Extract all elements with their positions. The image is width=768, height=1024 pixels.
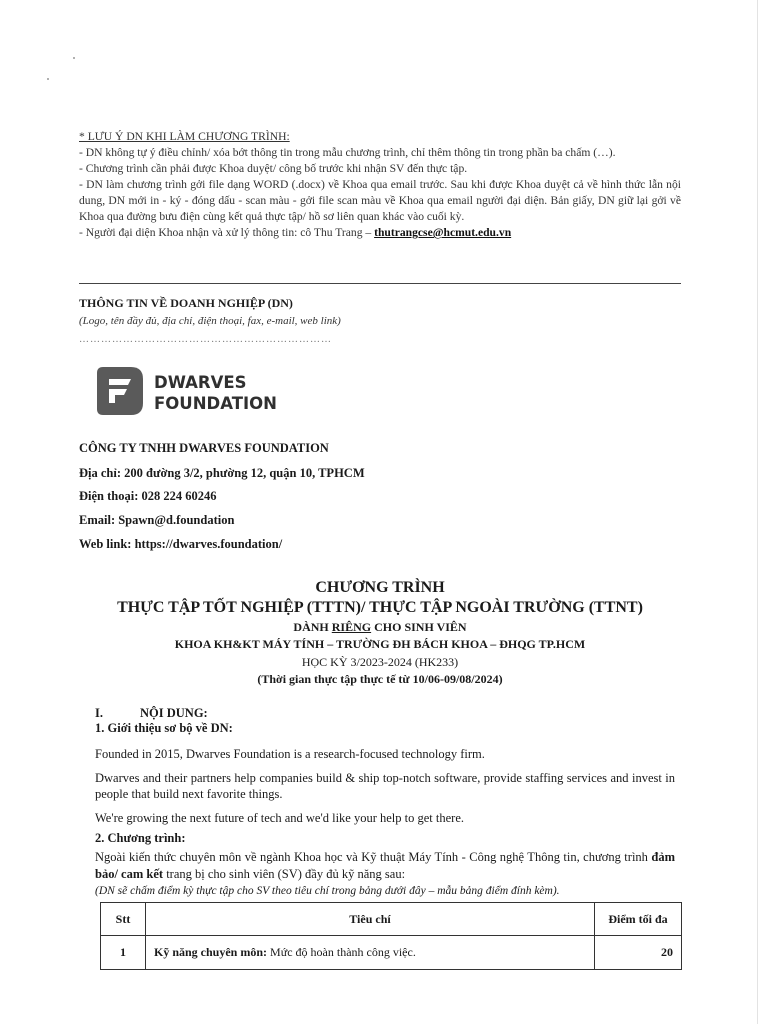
scan-speck <box>47 78 49 80</box>
program-semester: HỌC KỲ 3/2023-2024 (HK233) <box>301 655 459 669</box>
header-max-score: Điểm tối đa <box>595 903 682 936</box>
contact-email-link[interactable]: thutrangcse@hcmut.edu.vn <box>374 226 512 239</box>
table-header-row <box>101 903 682 936</box>
program-note: (DN sẽ chấm điểm kỳ thực tập cho SV theo tiêu chí trong bảng dưới đây – mẫu bảng điểm đính kèm). <box>95 885 560 897</box>
note-item: - DN không tự ý điều chỉnh/ xóa bớt thông tin trong mẫu chương trình, chỉ thêm thông tin trong phần ba chấm (…). <box>79 146 616 159</box>
program-title: CHƯƠNG TRÌNH <box>315 579 445 596</box>
notes-divider <box>79 283 681 284</box>
header-stt: Stt <box>101 903 146 936</box>
table-row <box>101 936 682 970</box>
company-web-link: Web link: https://dwarves.foundation/ <box>79 537 283 551</box>
program-audience <box>79 620 681 635</box>
criterion-text: Mức độ hoàn thành công việc. <box>267 945 416 959</box>
intro-heading-text: 1. Giới thiệu sơ bộ về DN: <box>95 721 233 735</box>
scan-speck <box>73 57 75 59</box>
intro-paragraph: Founded in 2015, Dwarves Foundation is a research-focused technology firm. <box>95 747 485 761</box>
placeholder-dots: …………………………………………………………… <box>79 334 332 345</box>
program-period: (Thời gian thực tập thực tế từ 10/06-09/08/2024) <box>257 672 503 686</box>
row-criterion <box>146 936 595 970</box>
company-logo-wordmark <box>154 372 277 414</box>
intro-heading <box>95 721 233 736</box>
notes-block <box>79 129 681 241</box>
intro-paragraph: Dwarves and their partners help companies build & ship top-notch software, provide staffing services and invest in people that build next favorite things. <box>95 771 675 801</box>
page-edge-line <box>757 0 758 1024</box>
section-number: I. <box>95 706 103 720</box>
program-heading <box>95 831 185 846</box>
company-name: CÔNG TY TNHH DWARVES FOUNDATION <box>79 441 329 455</box>
program-text-pre: Ngoài kiến thức chuyên môn về ngành Khoa học và Kỹ thuật Máy Tính - Công nghệ Thông tin, chương trình <box>95 850 652 864</box>
company-section-heading: THÔNG TIN VỀ DOANH NGHIỆP (DN) <box>79 296 293 310</box>
note-item: - DN làm chương trình gởi file dạng WORD (.docx) về Khoa qua email trước. Sau khi được Khoa duyệt cả về hình thức lẫn nội dung, DN mới in - ký - đóng dấu - scan màu - gởi file scan màu về Khoa qua email người đại diện. Bản giấy, DN giữ lại gởi về Khoa qua đường bưu điện cùng kết quả thực tập/ hồ sơ liên quan khác vào cuối kỳ. <box>79 178 681 223</box>
company-phone: Điện thoại: 028 224 60246 <box>79 489 217 503</box>
program-text-post: trang bị cho sinh viên (SV) đầy đủ kỹ năng sau: <box>163 867 406 881</box>
audience-suffix: CHO SINH VIÊN <box>371 620 467 634</box>
criteria-table <box>100 902 682 970</box>
section-title: NỘI DUNG: <box>140 706 208 720</box>
note-item: - Chương trình cần phải được Khoa duyệt/ công bố trước khi nhận SV đến thực tập. <box>79 162 468 175</box>
criterion-label: Kỹ năng chuyên môn: <box>154 945 268 959</box>
row-stt: 1 <box>101 936 146 970</box>
header-criterion: Tiêu chí <box>146 903 595 936</box>
dwarves-logo-icon <box>97 367 143 415</box>
company-section-subheading: (Logo, tên đầy đủ, địa chỉ, điện thoại, fax, e-mail, web link) <box>79 315 341 327</box>
program-paragraph <box>95 849 675 883</box>
audience-prefix: DÀNH <box>293 620 332 634</box>
company-email: Email: Spawn@d.foundation <box>79 513 235 527</box>
program-heading-text: 2. Chương trình: <box>95 831 186 845</box>
program-subtitle: THỰC TẬP TỐT NGHIỆP (TTTN)/ THỰC TẬP NGOÀI TRƯỜNG (TTNT) <box>117 599 643 616</box>
program-text-bold: đảm bảo/ cam kết <box>95 850 675 881</box>
contact-label: - Người đại diện Khoa nhận và xử lý thông tin: cô Thu Trang – <box>79 226 375 239</box>
row-max-score: 20 <box>595 936 682 970</box>
audience-underlined: RIÊNG <box>331 620 372 634</box>
note-contact <box>79 225 681 241</box>
intro-paragraph: We're growing the next future of tech and we'd like your help to get there. <box>95 811 464 825</box>
logo-line-1: DWARVES <box>154 373 247 392</box>
program-faculty: KHOA KH&KT MÁY TÍNH – TRƯỜNG ĐH BÁCH KHOA – ĐHQG TP.HCM <box>174 637 586 651</box>
notes-title: * LƯU Ý DN KHI LÀM CHƯƠNG TRÌNH: <box>79 130 290 143</box>
company-address: Địa chỉ: 200 đường 3/2, phường 12, quận 10, TPHCM <box>79 466 365 480</box>
logo-line-2: FOUNDATION <box>154 394 277 413</box>
